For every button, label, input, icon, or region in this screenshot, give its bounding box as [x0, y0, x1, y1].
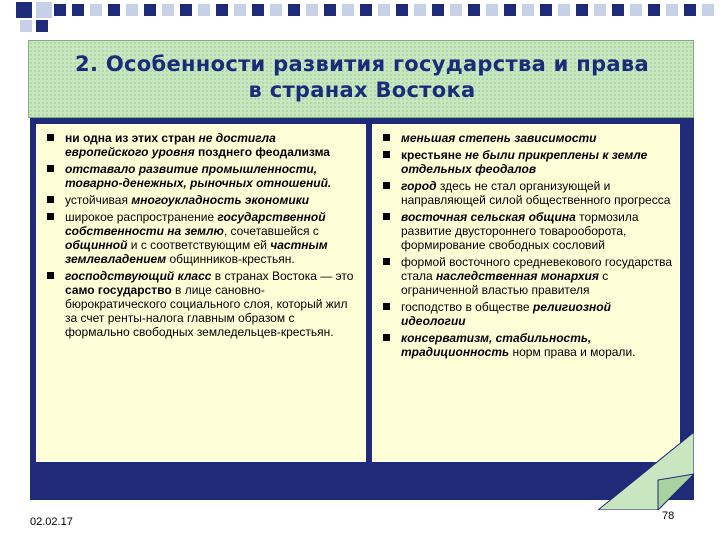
right-column-item	[379, 148, 673, 176]
left-bullet-list	[37, 125, 365, 339]
square-bullet-icon	[47, 272, 54, 279]
right-column-item-text: с ограниченной властью правителя	[401, 269, 609, 297]
square-bullet-icon	[47, 196, 54, 203]
right-column-item	[379, 210, 673, 252]
left-column-item-text: не достигла европейского уровня	[65, 131, 276, 159]
right-bullet-list	[373, 125, 679, 359]
square-bullet-icon	[47, 213, 54, 220]
right-column-item-text: тормозила развитие двустороннего товарооборота, формирование свободных сословий	[401, 210, 639, 252]
left-column-item	[43, 162, 359, 190]
square-bullet-icon	[383, 258, 390, 265]
slide-date: 02.02.17	[30, 516, 73, 528]
right-column-item	[379, 300, 673, 328]
left-column-item-text: государственной собственности на землю	[65, 210, 326, 238]
right-column-item	[379, 331, 673, 359]
title-line-2: в странах Востока	[248, 78, 476, 102]
square-bullet-icon	[383, 303, 390, 310]
left-column-item-text: господствующий класс	[65, 269, 212, 283]
left-column-item	[43, 131, 359, 159]
right-column-item-text: формой восточного средневекового государства стала	[401, 255, 673, 283]
square-bullet-icon	[383, 151, 390, 158]
page-number: 78	[662, 510, 675, 522]
right-column-item-text: восточная сельская община	[401, 210, 576, 224]
left-column-item	[43, 269, 359, 339]
left-column-item-text: и с соответствующим ей	[127, 238, 271, 252]
right-column-item-text: господство в обществе	[401, 300, 533, 314]
right-column-item	[379, 179, 673, 207]
square-bullet-icon	[47, 134, 54, 141]
right-column-item-text: религиозной идеологии	[401, 300, 611, 328]
left-column-item-text: общинников-крестьян.	[166, 252, 295, 266]
square-bullet-icon	[383, 182, 390, 189]
right-column-item-text: наследственная монархия	[436, 269, 599, 283]
left-column-item-text: позднего феодализма	[194, 145, 330, 159]
title-banner	[28, 40, 694, 118]
page-curl-icon	[598, 432, 694, 510]
square-bullet-icon	[383, 134, 390, 141]
right-column-item-text: город	[401, 179, 437, 193]
square-bullet-icon	[47, 165, 54, 172]
left-column-item-text: общинной	[65, 238, 128, 252]
left-column-item-text: частным землевладением	[65, 238, 328, 266]
right-column-item-text: норм права и морали.	[509, 345, 636, 359]
left-column-item-text: в странах Востока — это	[211, 269, 354, 283]
left-column-item-text: устойчивая	[65, 193, 132, 207]
right-column-item-text: крестьяне	[401, 148, 466, 162]
left-column-item-text: , сочетавшейся с	[223, 224, 319, 238]
left-column-item-text: ни одна из этих стран	[65, 131, 199, 145]
title-line-1: 2. Особенности развития государства и права	[75, 52, 649, 76]
left-column-item-text: широкое распространение	[65, 210, 218, 224]
left-column-item-text: многоукладность экономики	[131, 193, 310, 207]
right-column-item-text: консерватизм, стабильность, традиционность	[401, 331, 592, 359]
decorative-squares-graphic	[0, 0, 720, 36]
left-column-item	[43, 210, 359, 266]
square-bullet-icon	[383, 213, 390, 220]
right-column-item-text: здесь не стал организующей и направляющей силой общественного прогресса	[401, 179, 671, 207]
left-column-item-text: в лице сановно-бюрократического социального слоя, который жил за счет ренты-налога главным образом с формально свободных земледельцев-крестьян.	[65, 283, 348, 339]
left-column-item-text: само государство	[65, 283, 172, 297]
square-bullet-icon	[383, 334, 390, 341]
slide-title	[29, 51, 695, 103]
right-column-item-text: не были прикреплены к земле отдельных феодалов	[401, 148, 648, 176]
right-column-item-text: меньшая степень зависимости	[401, 131, 597, 145]
decorative-squares	[0, 0, 720, 36]
right-column	[372, 124, 680, 462]
right-column-item	[379, 131, 673, 145]
left-column	[36, 124, 366, 462]
left-column-item	[43, 193, 359, 207]
left-column-item-text: отставало развитие промышленности, товарно-денежных, рыночных отношений.	[65, 162, 332, 190]
right-column-item	[379, 255, 673, 297]
